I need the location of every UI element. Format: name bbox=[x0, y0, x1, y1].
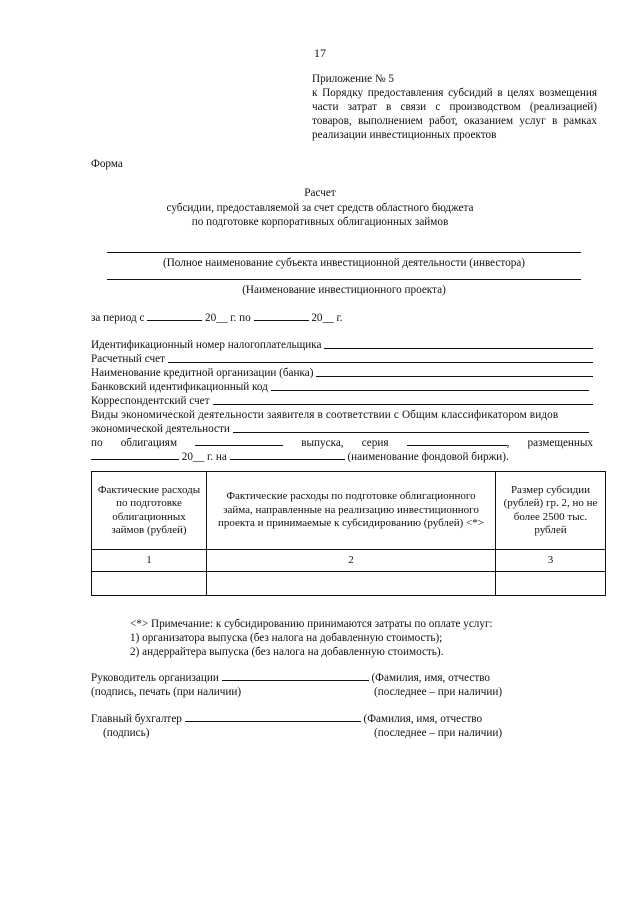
accountant-name-caption-2: (последнее – при наличии) bbox=[374, 727, 503, 739]
accountant-sign-caption: (подпись) bbox=[103, 727, 150, 739]
bonds-word-3: выпуска, bbox=[301, 437, 344, 449]
inn-field[interactable] bbox=[324, 338, 593, 349]
head-signature-field[interactable] bbox=[222, 671, 369, 681]
table-data-cell[interactable] bbox=[207, 572, 496, 596]
appendix-text: к Порядку предоставления субсидий в целях возмещения части затрат в связи с производством (реализацией) товаров, выполнением работ, оказанием услуг в рамках реализации инвестиционных проектов bbox=[312, 87, 597, 141]
bond-issue-field[interactable] bbox=[195, 436, 283, 446]
table-data-cell[interactable] bbox=[92, 572, 207, 596]
activities-field[interactable] bbox=[233, 422, 589, 433]
table-row bbox=[92, 572, 606, 596]
bonds-line bbox=[91, 436, 593, 450]
accountant-name-caption: (Фамилия, имя, отчество bbox=[363, 713, 483, 725]
note-line-2: 1) организатора выпуска (без налога на добавленную стоимость); bbox=[130, 632, 443, 644]
accountant-signature-field[interactable] bbox=[185, 712, 361, 722]
table-number-cell: 3 bbox=[496, 550, 606, 572]
accountant-signature-line bbox=[91, 712, 482, 726]
form-label: Форма bbox=[91, 158, 123, 170]
bik-field[interactable] bbox=[271, 380, 589, 391]
exchange-field[interactable] bbox=[230, 450, 345, 460]
head-sign-caption: (подпись, печать (при наличии) bbox=[91, 686, 242, 698]
head-label: Руководитель организации bbox=[91, 672, 219, 684]
accountant-label: Главный бухгалтер bbox=[91, 713, 182, 725]
appendix-title: Приложение № 5 bbox=[312, 73, 394, 85]
bonds-word-2: облигациям bbox=[120, 437, 178, 449]
appendix-block bbox=[312, 72, 597, 142]
corr-account-line bbox=[91, 394, 593, 408]
bank-line bbox=[91, 366, 593, 380]
placement-date-field[interactable] bbox=[91, 450, 179, 460]
document-title bbox=[0, 186, 640, 230]
note-line-3: 2) андеррайтера выпуска (без налога на добавленную стоимость). bbox=[130, 646, 444, 658]
period-line bbox=[91, 311, 593, 325]
table-number-cell: 2 bbox=[207, 550, 496, 572]
bonds-word-4: серия bbox=[361, 437, 389, 449]
head-name-caption: (Фамилия, имя, отчество bbox=[371, 672, 491, 684]
bonds-comma: , bbox=[506, 437, 510, 449]
account-field[interactable] bbox=[168, 352, 593, 363]
inn-label: Идентификационный номер налогоплательщика bbox=[91, 339, 322, 351]
project-caption: (Наименование инвестиционного проекта) bbox=[242, 284, 446, 296]
bik-label: Банковский идентификационный код bbox=[91, 381, 268, 393]
subsidy-table bbox=[91, 471, 606, 596]
corr-account-label: Корреспондентский счет bbox=[91, 395, 210, 407]
title-line-2: субсидии, предоставляемой за счет средств областного бюджета bbox=[166, 201, 474, 214]
table-header-cell: Фактические расходы по подготовке облигационного займа, направленные на реализацию инвестиционного проекта и принимаемые к субсидированию (рублей) <*> bbox=[207, 472, 496, 550]
note-line-1: <*> Примечание: к субсидированию принимаются затраты по оплате услуг: bbox=[130, 618, 493, 630]
account-line bbox=[91, 352, 593, 366]
table-header-cell: Фактические расходы по подготовке облигационных займов (рублей) bbox=[92, 472, 207, 550]
bonds-word-1: по bbox=[91, 437, 103, 449]
period-year-1: 20__ г. по bbox=[205, 312, 251, 324]
head-name-caption-2: (последнее – при наличии) bbox=[374, 686, 503, 698]
title-line-3: по подготовке корпоративных облигационных займов bbox=[191, 216, 449, 228]
bonds-line-2 bbox=[91, 450, 593, 464]
table-number-row bbox=[92, 550, 606, 572]
account-label: Расчетный счет bbox=[91, 353, 165, 365]
activities-line-2 bbox=[91, 422, 589, 436]
table-number-cell: 1 bbox=[92, 550, 207, 572]
period-end-field[interactable] bbox=[254, 311, 309, 321]
activities-line-1 bbox=[91, 408, 593, 422]
period-start-field[interactable] bbox=[147, 311, 202, 321]
page-number: 17 bbox=[314, 46, 326, 60]
corr-account-field[interactable] bbox=[213, 394, 593, 405]
activities-label-1: Виды экономической деятельности заявителя в соответствии с Общим классификатором видов bbox=[91, 409, 559, 421]
head-signature-line bbox=[91, 671, 490, 685]
period-prefix: за период с bbox=[91, 312, 145, 324]
title-line-1: Расчет bbox=[304, 187, 336, 199]
investor-caption: (Полное наименование субъекта инвестиционной деятельности (инвестора) bbox=[162, 257, 525, 269]
table-header-cell: Размер субсидии (рублей) гр. 2, но не более 2500 тыс. рублей bbox=[496, 472, 606, 550]
bik-line bbox=[91, 380, 589, 394]
activities-label-2: экономической деятельности bbox=[91, 423, 230, 435]
bonds-exchange: (наименование фондовой биржи). bbox=[347, 451, 509, 463]
bonds-year: 20__ г. на bbox=[181, 451, 227, 463]
project-name-line[interactable] bbox=[107, 279, 581, 280]
inn-line bbox=[91, 338, 593, 352]
bank-label: Наименование кредитной организации (банка) bbox=[91, 367, 314, 379]
table-header-row bbox=[92, 472, 606, 550]
period-year-2: 20__ г. bbox=[311, 312, 343, 324]
investor-name-line[interactable] bbox=[107, 252, 581, 253]
bonds-word-6: размещенных bbox=[527, 437, 593, 449]
bond-series-field[interactable] bbox=[407, 436, 507, 446]
table-data-cell[interactable] bbox=[496, 572, 606, 596]
bank-field[interactable] bbox=[316, 366, 593, 377]
